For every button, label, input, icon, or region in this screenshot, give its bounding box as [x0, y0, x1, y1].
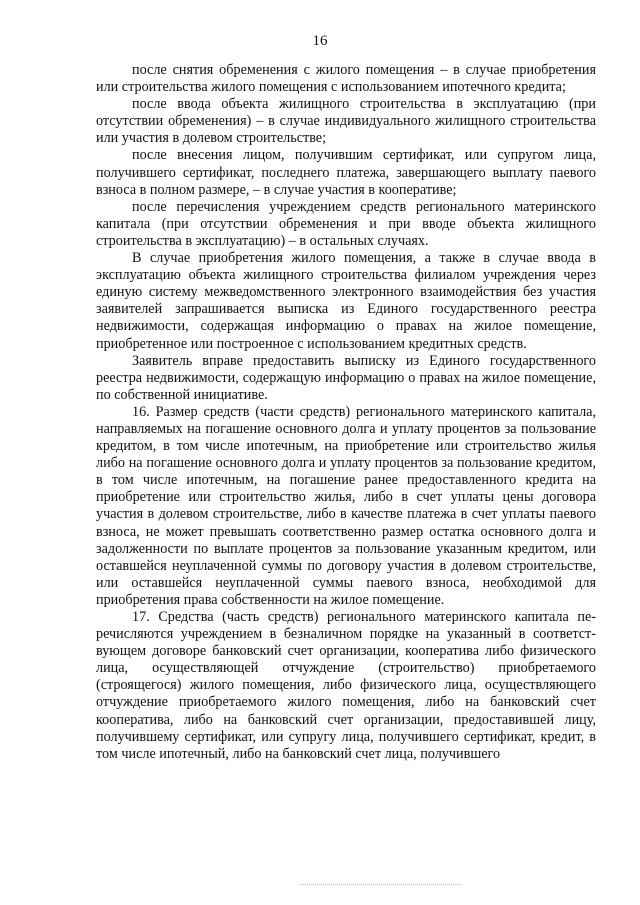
- body-text: [96, 62, 596, 763]
- paragraph-clause-17: 17. Средства (часть средств) регионального материнского капитала перечисляются учреждением в безналичном порядке на указанный в соответствующем договоре банковский счет организации, кооператива либо физического лица, осуществляющей отчуждение (строительство) приобретаемого (строящегося) жилого помещения, либо физического лица, осуществляющего отчуждение приобретаемого жилого помещения, либо на банковский счет кооператива, либо на банковский счет организации, предоставившей лицу, получившему сертификат, или супругу лица, получившего сертификат, кредит, в том числе ипотечный, либо на банковский счет лица, получившего: [96, 609, 596, 762]
- paragraph-after-encumbrance-removal: после снятия обременения с жилого помещения – в случае приобретения или строительства жилого помещения с использованием ипотечного кредита;: [96, 62, 596, 96]
- paragraph-clause-16: 16. Размер средств (части средств) регионального материнского капитала, направляемых на погашение основного долга и уплату процентов за пользование кредитом, в том числе ипотечным, на приобретение или строительство жилья либо на погашение основного долга и уплату процентов за пользование кредитом, в том числе ипотечным, на погашение ранее предоставленного кредита на приобретение или строительство жилья, либо в счет уплаты цены договора участия в долевом строительстве, либо в качестве платежа в счет уплаты паевого взноса, не может превышать соответственно размер остатка основного долга и задолженности по выплате процентов за пользование указанным кредитом, или оставшейся неуплаченной суммы по договору участия в долевом строительстве, или оставшейся неуплаченной суммы паевого взноса, необходимой для приобретения права собственности на жилое помещение.: [96, 403, 596, 608]
- page-number: 16: [312, 33, 328, 49]
- paragraph-after-last-payment: после внесения лицом, получившим сертификат, или супругом лица, получившего сертификат, последнего платежа, завершающего выплату паевого взноса в полном размере, – в случае участия в кооперативе;: [96, 147, 596, 198]
- paragraph-after-commissioning: после ввода объекта жилищного строительства в эксплуатацию (при отсутствии обременения) – в случае индивидуального жилищного строительства или участия в долевом строительстве;: [96, 96, 596, 147]
- paragraph-applicant-right: Заявитель вправе предоставить выписку из Единого государственного реестра недвижимости, содержащую информацию о правах на жилое помещение, по собственной инициативе.: [96, 352, 596, 403]
- paragraph-after-transfer: после перечисления учреждением средств регионального материнского капитала (при отсутствии обременения и при вводе объекта жилищного строительства в эксплуатацию) – в остальных случаях.: [96, 198, 596, 249]
- scan-artifact: [300, 884, 460, 887]
- paragraph-registry-extract-request: В случае приобретения жилого помещения, а также в случае ввода в эксплуатацию объекта жилищного строительства филиалом учреждения через единую систему межведомственного электронного взаимодействия без участия заявителей запрашивается выписка из Единого государственного реестра недвижимости, содержащая информацию о правах на жилое помещение, приобретенное или построенное с использованием кредитных средств.: [96, 250, 596, 352]
